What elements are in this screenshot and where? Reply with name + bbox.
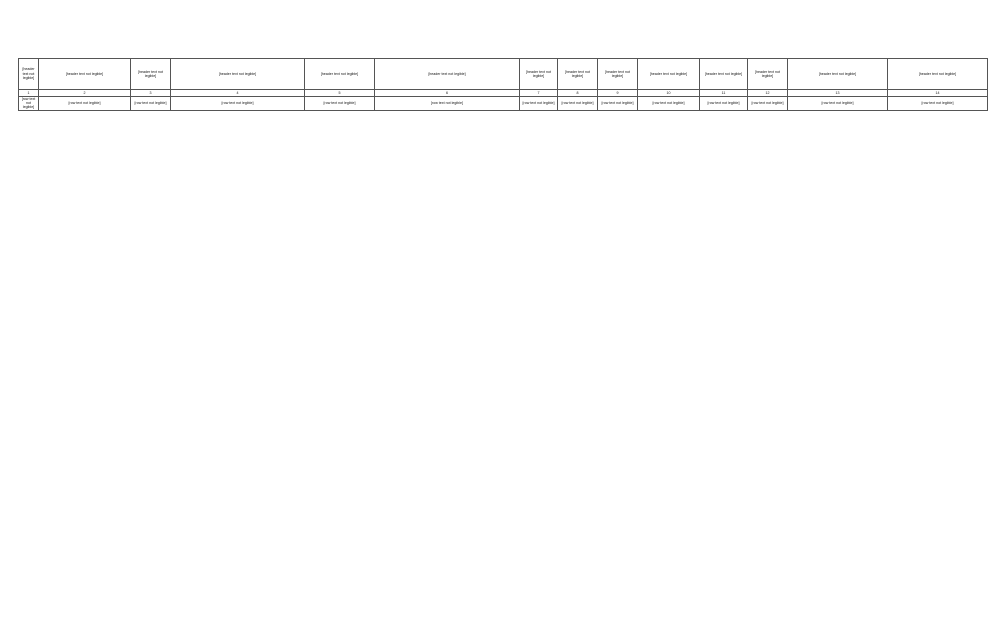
column-header: [header text not legible] bbox=[375, 59, 520, 90]
column-number: 14 bbox=[888, 90, 988, 97]
column-header: [header text not legible] bbox=[748, 59, 788, 90]
table-cell: [row text not legible] bbox=[171, 97, 305, 111]
table-cell: [row text not legible] bbox=[598, 97, 638, 111]
document-sheet bbox=[18, 58, 957, 111]
table-body bbox=[19, 97, 988, 111]
table-cell: [row text not legible] bbox=[700, 97, 748, 111]
column-header: [header text not legible] bbox=[305, 59, 375, 90]
column-header: [header text not legible] bbox=[558, 59, 598, 90]
table-cell: [row text not legible] bbox=[638, 97, 700, 111]
column-number: 10 bbox=[638, 90, 700, 97]
column-number: 3 bbox=[131, 90, 171, 97]
column-number: 13 bbox=[788, 90, 888, 97]
column-header: [header text not legible] bbox=[638, 59, 700, 90]
table-cell: [row text not legible] bbox=[19, 97, 39, 111]
column-number: 1 bbox=[19, 90, 39, 97]
column-header: [header text not legible] bbox=[788, 59, 888, 90]
table-header-row bbox=[19, 59, 988, 90]
column-header: [header text not legible] bbox=[888, 59, 988, 90]
table-row bbox=[19, 97, 988, 111]
column-number: 11 bbox=[700, 90, 748, 97]
table-cell: [row text not legible] bbox=[39, 97, 131, 111]
column-number: 8 bbox=[558, 90, 598, 97]
column-number: 4 bbox=[171, 90, 305, 97]
table-cell: [row text not legible] bbox=[558, 97, 598, 111]
column-header: [header text not legible] bbox=[598, 59, 638, 90]
data-table bbox=[18, 58, 988, 111]
column-header: [header text not legible] bbox=[39, 59, 131, 90]
column-number: 5 bbox=[305, 90, 375, 97]
column-number-row bbox=[19, 90, 988, 97]
column-number: 7 bbox=[520, 90, 558, 97]
column-number: 9 bbox=[598, 90, 638, 97]
column-number: 6 bbox=[375, 90, 520, 97]
column-header: [header text not legible] bbox=[131, 59, 171, 90]
column-header: [header text not legible] bbox=[520, 59, 558, 90]
table-cell: [row text not legible] bbox=[520, 97, 558, 111]
table-cell: [row text not legible] bbox=[305, 97, 375, 111]
column-number: 12 bbox=[748, 90, 788, 97]
table-cell: [row text not legible] bbox=[748, 97, 788, 111]
column-header: [header text not legible] bbox=[19, 59, 39, 90]
table-cell: [row text not legible] bbox=[375, 97, 520, 111]
table-cell: [row text not legible] bbox=[131, 97, 171, 111]
column-number: 2 bbox=[39, 90, 131, 97]
table-cell: [row text not legible] bbox=[788, 97, 888, 111]
table-cell: [row text not legible] bbox=[888, 97, 988, 111]
column-header: [header text not legible] bbox=[700, 59, 748, 90]
column-header: [header text not legible] bbox=[171, 59, 305, 90]
